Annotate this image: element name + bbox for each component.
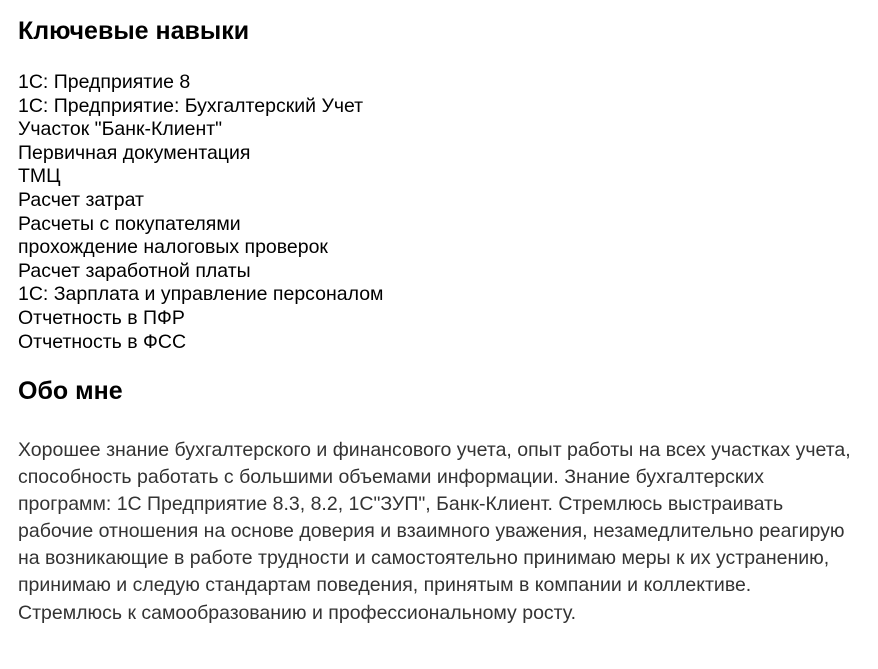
skill-item: Расчеты с покупателями	[18, 212, 241, 235]
skill-item: Отчетность в ФСС	[18, 330, 187, 353]
skill-item: Отчетность в ПФР	[18, 306, 185, 329]
skill-item: 1С: Предприятие: Бухгалтерский Учет	[18, 94, 364, 117]
skill-item: прохождение налоговых проверок	[18, 236, 328, 259]
skill-item: Расчет затрат	[18, 188, 144, 211]
skills-list	[18, 71, 383, 354]
about-heading: Обо мне	[18, 377, 123, 405]
skill-item: Первичная документация	[18, 141, 251, 164]
about-text: Хорошее знание бухгалтерского и финансового учета, опыт работы на всех участках учета, способность работать с большими объемами информации. Знание бухгалтерских программ: 1С Предприятие 8.3, 8.2, 1С"ЗУП", Банк-Клиент. Стремлюсь выстраивать рабочие отношения на основе доверия и взаимного уважения, незамедлительно реагирую на возникающие в работе трудности и самостоятельно принимаю меры к их устранению, принимаю и следую стандартам поведения, принятым в компании и коллективе. Стремлюсь к самообразованию и профессиональному росту.	[18, 439, 851, 624]
skill-item: Участок "Банк-Клиент"	[18, 118, 223, 141]
skill-item: 1С: Зарплата и управление персоналом	[18, 283, 384, 306]
skills-heading: Ключевые навыки	[18, 17, 250, 45]
skill-item: 1С: Предприятие 8	[18, 71, 191, 93]
skill-item: ТМЦ	[18, 165, 61, 188]
skill-item: Расчет заработной платы	[18, 259, 251, 282]
